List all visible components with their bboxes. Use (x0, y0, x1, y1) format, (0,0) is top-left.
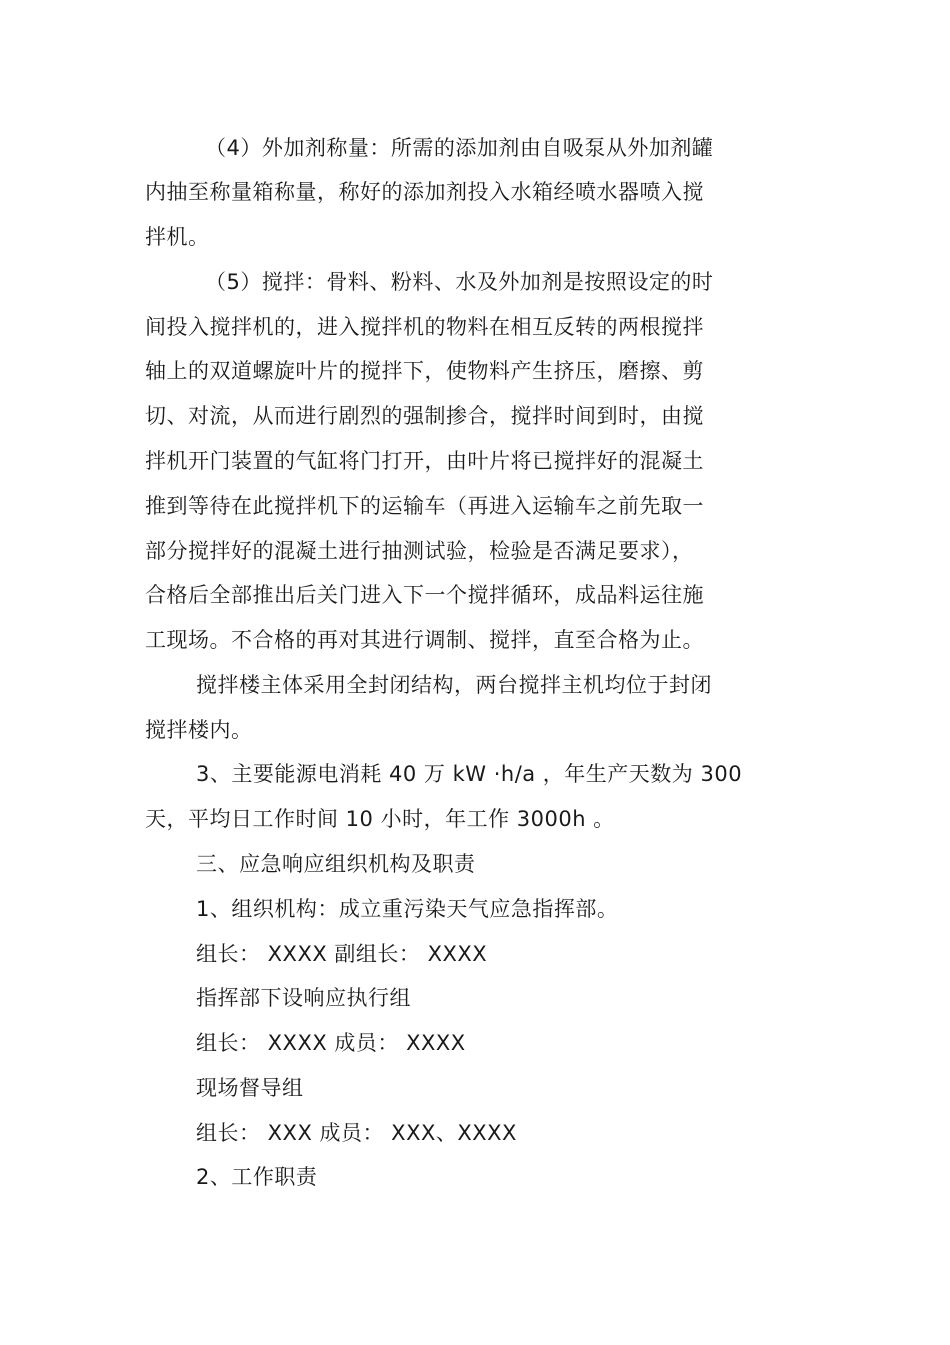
paragraph-line: 合格后全部推出后关门进入下一个搅拌循环，成品料运往施 (145, 583, 704, 607)
paragraph-line: 拌机开门装置的气缸将门打开，由叶片将已搅拌好的混凝土 (145, 449, 704, 473)
section-heading: 三、应急响应组织机构及职责 (196, 852, 476, 876)
paragraph-line: 2、工作职责 (196, 1165, 318, 1189)
paragraph-line: 指挥部下设响应执行组 (196, 986, 411, 1010)
paragraph-line: 拌机。 (145, 225, 210, 249)
paragraph-line: 组长： XXXX 成员： XXXX (196, 1031, 466, 1055)
paragraph-line: 现场督导组 (196, 1076, 304, 1100)
paragraph-line: 切、对流，从而进行剧烈的强制掺合，搅拌时间到时，由搅 (145, 404, 704, 428)
paragraph-line: 1、组织机构：成立重污染天气应急指挥部。 (196, 897, 619, 921)
paragraph-line: 部分搅拌好的混凝土进行抽测试验，检验是否满足要求）， (145, 539, 694, 563)
paragraph-line: 3、主要能源电消耗 40 万 kW ·h/a ，年生产天数为 300 (196, 762, 743, 786)
paragraph-line: 搅拌楼主体采用全封闭结构，两台搅拌主机均位于封闭 (196, 673, 712, 697)
paragraph-line: （4）外加剂称量：所需的添加剂由自吸泵从外加剂罐 (205, 136, 714, 160)
paragraph-line: 间投入搅拌机的，进入搅拌机的物料在相互反转的两根搅拌 (145, 315, 704, 339)
paragraph-line: （5）搅拌：骨料、粉料、水及外加剂是按照设定的时 (205, 270, 714, 294)
paragraph-line: 组长： XXX 成员： XXX、XXXX (196, 1121, 517, 1145)
paragraph-line: 天，平均日工作时间 10 小时，年工作 3000h 。 (145, 807, 615, 831)
paragraph-line: 轴上的双道螺旋叶片的搅拌下，使物料产生挤压，磨擦、剪 (145, 359, 704, 383)
paragraph-line: 搅拌楼内。 (145, 718, 253, 742)
paragraph-line: 内抽至称量箱称量，称好的添加剂投入水箱经喷水器喷入搅 (145, 180, 704, 204)
paragraph-line: 工现场。不合格的再对其进行调制、搅拌，直至合格为止。 (145, 628, 704, 652)
paragraph-line: 组长： XXXX 副组长： XXXX (196, 942, 488, 966)
paragraph-line: 推到等待在此搅拌机下的运输车（再进入运输车之前先取一 (145, 494, 704, 518)
